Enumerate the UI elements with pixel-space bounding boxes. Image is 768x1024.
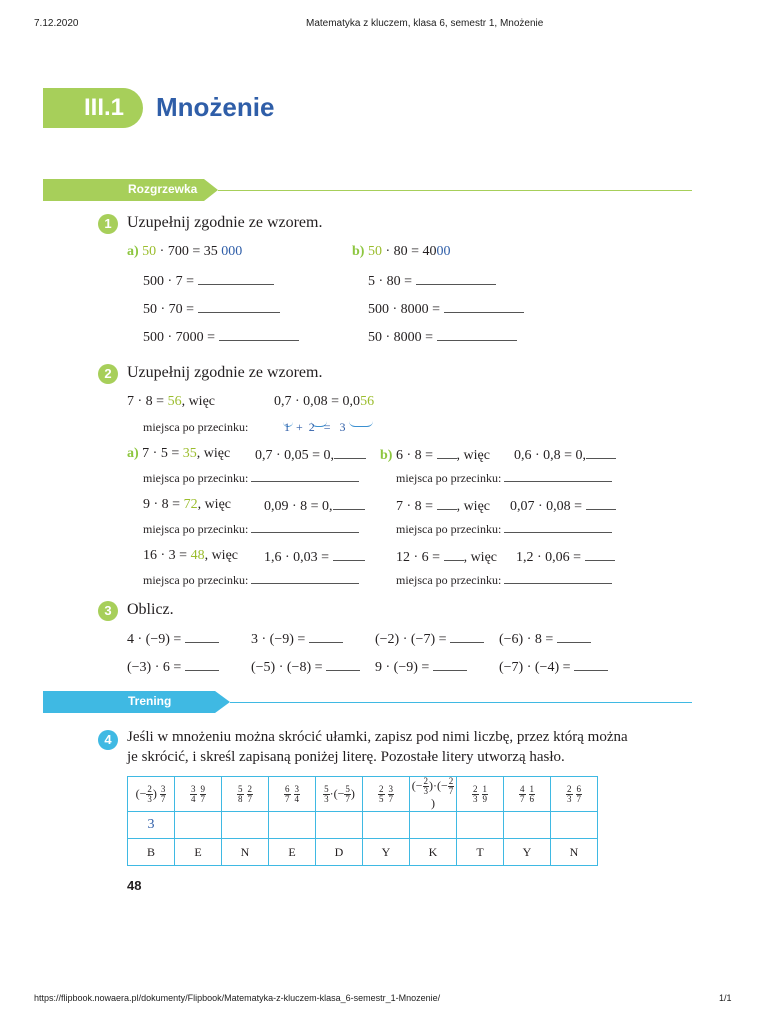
- task3-item: [127, 630, 219, 648]
- task1-b-item-text: 500 · 8000 =: [368, 302, 441, 317]
- letter-cell[interactable]: N: [551, 839, 598, 866]
- letter-cell[interactable]: Y: [363, 839, 410, 866]
- task1-a-item: [143, 300, 280, 318]
- task2-row-left: 12 · 6 =: [396, 550, 444, 565]
- answer-blank[interactable]: [251, 520, 359, 533]
- task1-b-example-hl1: 50: [367, 244, 382, 259]
- task4-instruction-line2: je skrócić, i skreśl zapisaną poniżej literę. Pozostałe litery utworzą hasło.: [127, 749, 565, 765]
- answer-blank[interactable]: [185, 658, 219, 671]
- print-page-count: 1/1: [719, 993, 732, 1003]
- answer-cell[interactable]: [222, 812, 269, 839]
- section-title-warmup: Rozgrzewka: [128, 182, 198, 196]
- task1-b-item-text: 5 · 80 =: [368, 274, 413, 289]
- answer-blank[interactable]: [437, 446, 457, 459]
- task3-item: [251, 630, 343, 648]
- task1-a-item-text: 500 · 7000 =: [143, 330, 216, 345]
- chapter-number: III.1: [84, 94, 125, 121]
- task1-b-example: [352, 244, 451, 260]
- answer-blank[interactable]: [574, 658, 608, 671]
- task2-row-places: [143, 469, 359, 486]
- task2-row-suffix: , więc: [196, 446, 231, 461]
- password-table: [127, 776, 598, 866]
- letter-cell[interactable]: E: [175, 839, 222, 866]
- letter-cell[interactable]: Y: [504, 839, 551, 866]
- fraction-cell: $\frac{3}{4}$ $\frac{9}{7}$: [175, 777, 222, 812]
- fraction-cell: (− $\frac{2}{3}$ ) $\frac{3}{7}$: [128, 777, 175, 812]
- task2-a-row-right: [264, 497, 365, 515]
- answer-blank[interactable]: [198, 272, 274, 285]
- task1-a-item-text: 50 · 70 =: [143, 302, 195, 317]
- task2-a-label: a): [127, 446, 139, 461]
- task3-item: [375, 630, 484, 648]
- task1-b-item: [368, 272, 496, 290]
- task2-a-row-right: [255, 446, 366, 464]
- answer-blank[interactable]: [326, 658, 360, 671]
- task1-a-example-hl2: 000: [221, 244, 243, 259]
- task1-a-item-text: 500 · 7 =: [143, 274, 195, 289]
- answer-blank[interactable]: [219, 328, 299, 341]
- task2-row-places-label: miejsca po przecinku:: [143, 522, 249, 536]
- task2-row-suffix: , więc: [463, 550, 497, 565]
- answer-blank[interactable]: [586, 497, 616, 510]
- answer-cell[interactable]: [316, 812, 363, 839]
- letter-cell[interactable]: N: [222, 839, 269, 866]
- task2-row-left: 16 · 3 =: [143, 548, 191, 563]
- letter-cell[interactable]: B: [128, 839, 175, 866]
- task3-item: [251, 658, 360, 676]
- answer-cell[interactable]: 3: [128, 812, 175, 839]
- answer-blank[interactable]: [416, 272, 496, 285]
- task2-places-label: miejsca po przecinku:: [143, 420, 249, 434]
- task3-item-text: 3 · (−9) =: [251, 632, 306, 647]
- task2-example-right-text: 0,7 · 0,08 = 0,0: [274, 394, 361, 409]
- decimal-brace: [349, 410, 373, 428]
- task1-a-example: [127, 244, 242, 260]
- task2-row-left: 7 · 5 =: [142, 446, 183, 461]
- task2-row-places: [396, 520, 612, 537]
- task2-row-places: [143, 571, 359, 588]
- answer-cell[interactable]: [175, 812, 222, 839]
- answer-cell[interactable]: [363, 812, 410, 839]
- answer-blank[interactable]: [309, 630, 343, 643]
- answer-cell[interactable]: [457, 812, 504, 839]
- print-title: Matematyka z kluczem, klasa 6, semestr 1, Mnożenie: [306, 18, 544, 29]
- task3-item-text: (−7) · (−4) =: [499, 660, 571, 675]
- answer-blank[interactable]: [198, 300, 280, 313]
- task2-b-row: [396, 548, 497, 566]
- task2-places-sum: 1 + 2 = 3: [284, 420, 346, 434]
- answer-blank[interactable]: [504, 520, 612, 533]
- task2-a-row: [127, 446, 230, 462]
- task2-row-left: 7 · 8 =: [396, 499, 437, 514]
- task1-instruction: Uzupełnij zgodnie ze wzorem.: [127, 214, 323, 231]
- fraction-cell: $\frac{2}{3}$ $\frac{6}{7}$: [551, 777, 598, 812]
- task1-number-badge: 1: [98, 214, 118, 234]
- task2-b-row: [396, 497, 490, 515]
- answer-blank[interactable]: [433, 658, 467, 671]
- letter-cell[interactable]: E: [269, 839, 316, 866]
- letter-cell[interactable]: K: [410, 839, 457, 866]
- task3-item: [499, 658, 608, 676]
- task2-b-row: [380, 446, 490, 464]
- task1-b-item-text: 50 · 8000 =: [368, 330, 434, 345]
- answer-blank[interactable]: [504, 469, 612, 482]
- task2-instruction: Uzupełnij zgodnie ze wzorem.: [127, 364, 323, 381]
- task2-row-left: 9 · 8 =: [143, 497, 184, 512]
- task2-b-row-right: [510, 497, 616, 515]
- answer-blank[interactable]: [557, 630, 591, 643]
- answer-blank[interactable]: [437, 328, 517, 341]
- fraction-cell: $\frac{2}{5}$ $\frac{3}{7}$: [363, 777, 410, 812]
- table-row-fractions: [128, 777, 598, 812]
- fraction-cell: $\frac{2}{3}$ $\frac{1}{9}$: [457, 777, 504, 812]
- task2-example-right-hl: 56: [360, 394, 375, 409]
- task2-b-label: b): [380, 448, 393, 463]
- task1-a-item: [143, 272, 274, 290]
- task2-example-suffix: , więc: [181, 394, 215, 409]
- answer-blank[interactable]: [334, 446, 366, 459]
- answer-blank[interactable]: [185, 630, 219, 643]
- answer-blank[interactable]: [437, 497, 457, 510]
- task2-row-right: 0,6 · 0,8 = 0,: [514, 448, 587, 463]
- fraction-cell: (− $\frac{2}{3}$ )·(− $\frac{2}{7}$ ): [410, 777, 457, 812]
- print-url: https://flipbook.nowaera.pl/dokumenty/Flipbook/Matematyka-z-kluczem-klasa_6-semestr_1-Mnozenie/: [34, 993, 441, 1003]
- task1-b-item: [368, 300, 524, 318]
- task1-b-item: [368, 328, 517, 346]
- task4-instruction-line1: Jeśli w mnożeniu można skrócić ułamki, zapisz pod nimi liczbę, przez którą można: [127, 729, 628, 745]
- answer-cell[interactable]: [269, 812, 316, 839]
- task4-number-badge: 4: [98, 730, 118, 750]
- task2-a-row: [143, 497, 231, 513]
- table-row-letters: [128, 839, 598, 866]
- letter-cell[interactable]: T: [457, 839, 504, 866]
- task2-row-places: [396, 469, 612, 486]
- fraction-cell: $\frac{5}{8}$ $\frac{2}{7}$: [222, 777, 269, 812]
- task2-row-suffix: , więc: [197, 497, 231, 512]
- task3-item-text: 9 · (−9) =: [375, 660, 430, 675]
- task2-row-places-label: miejsca po przecinku:: [396, 573, 502, 587]
- fraction-cell: $\frac{5}{3}$ ·(− $\frac{5}{7}$ ): [316, 777, 363, 812]
- task3-item-text: 4 · (−9) =: [127, 632, 182, 647]
- task1-a-example-hl1: 50: [142, 244, 157, 259]
- task3-item: [127, 658, 219, 676]
- task3-item-text: (−6) · 8 =: [499, 632, 554, 647]
- task3-item-text: (−3) · 6 =: [127, 660, 182, 675]
- task1-a-item: [143, 328, 299, 346]
- answer-blank[interactable]: [444, 548, 464, 561]
- task2-row-right: 0,07 · 0,08 =: [510, 499, 583, 514]
- task2-example-result: 56: [167, 394, 182, 409]
- task2-row-right: 0,09 · 8 = 0,: [264, 499, 333, 514]
- task2-row-left: 6 · 8 =: [395, 448, 437, 463]
- task2-row-result: 48: [190, 548, 205, 563]
- task3-item-text: (−5) · (−8) =: [251, 660, 323, 675]
- task2-row-places-label: miejsca po przecinku:: [143, 573, 249, 587]
- task2-example-left: [127, 394, 215, 410]
- task2-row-result: 35: [182, 446, 197, 461]
- task2-b-row-right: [516, 548, 615, 566]
- task2-row-places-label: miejsca po przecinku:: [396, 522, 502, 536]
- task1-a-example-mid: · 700 = 35: [156, 244, 222, 259]
- task2-example-left-text: 7 · 8 =: [127, 394, 168, 409]
- answer-blank[interactable]: [504, 571, 612, 584]
- task2-b-row-right: [514, 446, 616, 464]
- task1-b-label: b): [352, 244, 365, 259]
- page-number: 48: [127, 878, 142, 893]
- table-row-answers: [128, 812, 598, 839]
- answer-blank[interactable]: [444, 300, 524, 313]
- task1-b-example-mid: · 80 = 40: [381, 244, 437, 259]
- task3-item-text: (−2) · (−7) =: [375, 632, 447, 647]
- answer-cell[interactable]: [410, 812, 457, 839]
- section-title-training: Trening: [128, 694, 172, 708]
- task2-row-right: 0,7 · 0,05 = 0,: [255, 448, 335, 463]
- task2-row-places-label: miejsca po przecinku:: [396, 471, 502, 485]
- chapter-title: Mnożenie: [156, 92, 275, 122]
- task2-row-right: 1,2 · 0,06 =: [516, 550, 582, 565]
- task3-number-badge: 3: [98, 601, 118, 621]
- task3-item: [375, 658, 467, 676]
- answer-blank[interactable]: [333, 548, 365, 561]
- task1-a-label: a): [127, 244, 139, 259]
- task2-row-suffix: , więc: [204, 548, 238, 563]
- letter-cell[interactable]: D: [316, 839, 363, 866]
- task2-a-row-right: [264, 548, 365, 566]
- answer-blank[interactable]: [586, 446, 616, 459]
- answer-cell[interactable]: [551, 812, 598, 839]
- section-line-training: [230, 702, 692, 703]
- fraction-cell: $\frac{4}{7}$ $\frac{1}{6}$: [504, 777, 551, 812]
- task2-row-places: [143, 520, 359, 537]
- task2-row-places-label: miejsca po przecinku:: [143, 471, 249, 485]
- answer-blank[interactable]: [585, 548, 615, 561]
- answer-blank[interactable]: [251, 571, 359, 584]
- answer-blank[interactable]: [251, 469, 359, 482]
- answer-blank[interactable]: [333, 497, 365, 510]
- section-line-warmup: [218, 190, 692, 191]
- answer-cell[interactable]: [504, 812, 551, 839]
- task2-example-right: [274, 394, 374, 410]
- fraction-cell: $\frac{6}{7}$ $\frac{3}{4}$: [269, 777, 316, 812]
- task2-row-result: 72: [183, 497, 198, 512]
- task2-number-badge: 2: [98, 364, 118, 384]
- task3-instruction: Oblicz.: [127, 601, 174, 618]
- task3-item: [499, 630, 591, 648]
- task2-row-places: [396, 571, 612, 588]
- task2-row-right: 1,6 · 0,03 =: [264, 550, 330, 565]
- task2-row-suffix: , więc: [456, 448, 490, 463]
- task2-row-suffix: , więc: [456, 499, 490, 514]
- task2-a-row: [143, 548, 238, 564]
- answer-blank[interactable]: [450, 630, 484, 643]
- task1-b-example-hl2: 00: [436, 244, 451, 259]
- print-date: 7.12.2020: [34, 18, 79, 29]
